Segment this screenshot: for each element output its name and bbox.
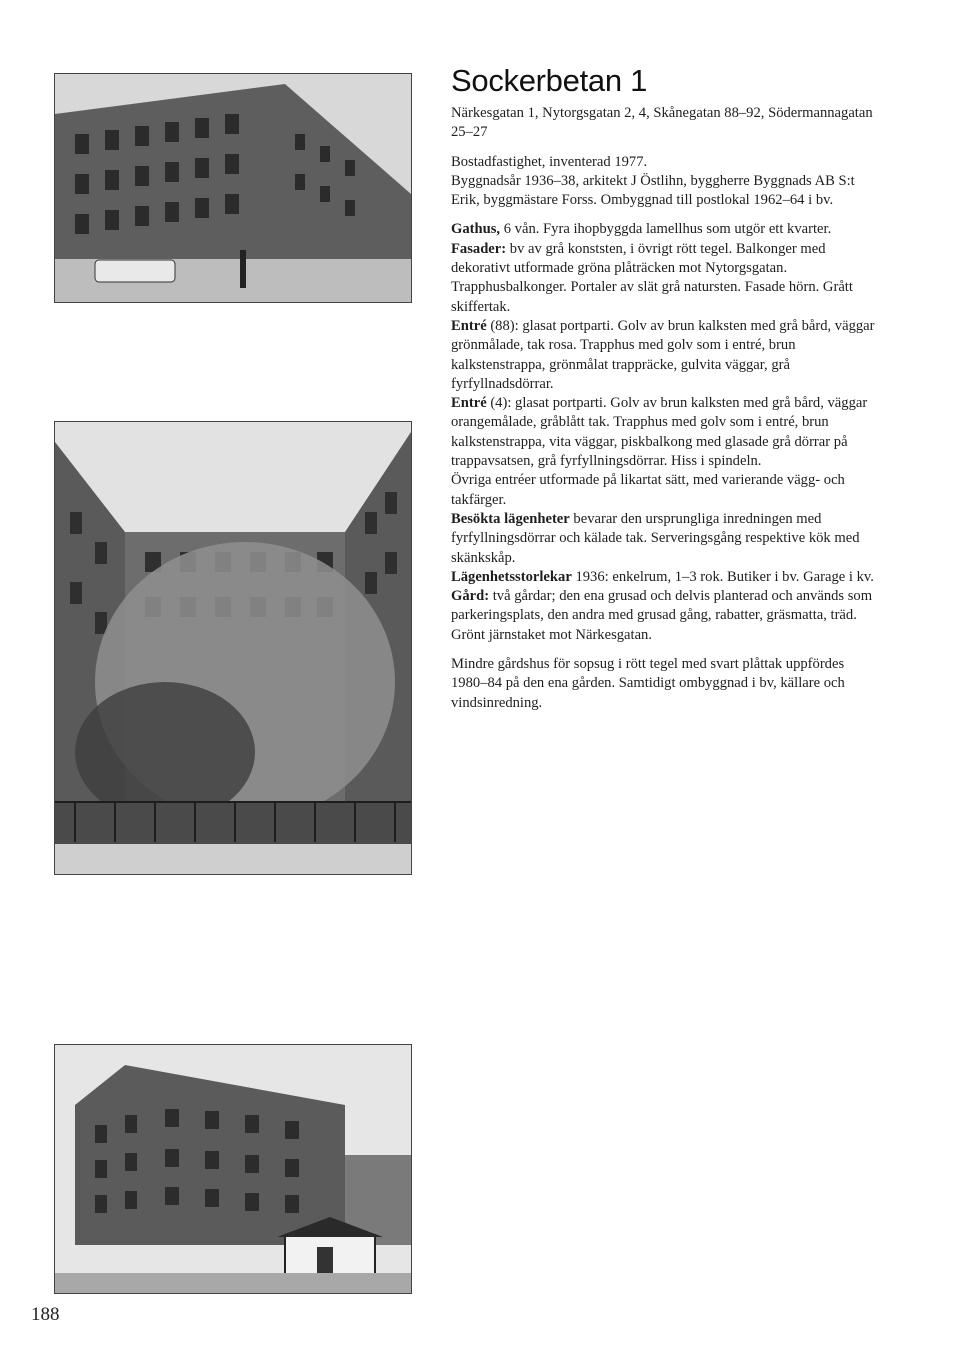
section-label: Fasader: xyxy=(451,240,507,257)
page-number: 188 xyxy=(31,1304,60,1325)
section-label: Entré xyxy=(451,317,487,334)
section-entre-4 xyxy=(451,394,884,471)
section-text: Övriga entréer utformade på likartat sätt, med varierande vägg- och takfärger. xyxy=(451,472,845,508)
build-info: Byggnadsår 1936–38, arkitekt J Östlihn, byggherre Byggnads AB S:t Erik, byggmästare Forss. Ombyggnad till postlokal 1962–64 i bv. xyxy=(451,172,855,209)
page-title: Sockerbetan 1 xyxy=(451,63,648,98)
description-column xyxy=(451,104,884,713)
section-text: bevarar den ursprungliga inredningen med fyrfyllningsdörrar och kälade tak. Serveringsgång respektive kök med skänkskåp. xyxy=(451,510,860,566)
section-besokta-lagenheter xyxy=(451,510,884,568)
address: Närkesgatan 1, Nytorgsgatan 2, 4, Skånegatan 88–92, Södermannagatan 25–27 xyxy=(451,105,873,141)
section-fasader xyxy=(451,240,884,317)
section-lagenhetsstorlekar xyxy=(451,568,884,587)
section-text: (88): glasat portparti. Golv av brun kalksten med grå bård, väggar grönmålade, tak rosa. Trapphus med golv som i entré, brun kalkstenstrappa, grönmålat trappräcke, gulvita väggar, grå fyrfyllnadsdörrar. xyxy=(451,317,875,392)
section-gathus xyxy=(451,220,884,239)
section-label: Gård: xyxy=(451,588,490,605)
section-text: två gårdar; den ena grusad och delvis planterad och används som parkeringsplats, den andra med grusad gång, rabatter, gräsmatta, träd. Grönt järnstaket mot Närkesgatan. xyxy=(451,588,873,643)
closing-paragraph: Mindre gårdshus för sopsug i rött tegel med svart plåttak uppfördes 1980–84 på den ena gården. Samtidigt ombyggnad i bv, källare och vindsinredning. xyxy=(451,656,845,711)
section-text: (4): glasat portparti. Golv av brun kalksten med grå bård, väggar orangemålade, gråblått tak. Trapphus med golv som i entré, brun kalkstenstrappa, vita väggar, piskbalkong med glasade grå dörrar på trappavsatsen, grå fyrfyllningsdörrar. Hiss i spindeln. xyxy=(451,395,868,470)
section-text: 6 vån. Fyra ihopbyggda lamellhus som utgör ett kvarter. xyxy=(500,221,832,238)
section-label: Gathus, xyxy=(451,221,501,238)
section-text: 1936: enkelrum, 1–3 rok. Butiker i bv. Garage i kv. xyxy=(571,568,874,585)
section-gard xyxy=(451,587,884,645)
photo-courtyard-building-with-shed xyxy=(54,1044,412,1294)
section-label: Entré xyxy=(451,395,487,412)
section-label: Besökta lägenheter xyxy=(451,510,570,527)
section-label: Lägenhetsstorlekar xyxy=(451,568,572,585)
section-ovriga-entreer xyxy=(451,471,884,510)
section-text: bv av grå konststen, i övrigt rött tegel. Balkonger med dekorativt utformade gröna plåträcken mot Nytorgsgatan. Trapphusbalkonger. Portaler av slät grå natursten. Fasade hörn. Grått skiffertak. xyxy=(451,240,853,315)
section-entre-88 xyxy=(451,317,884,394)
inventory-line: Bostadfastighet, inventerad 1977. xyxy=(451,153,648,170)
photo-courtyard-with-tree xyxy=(54,421,412,875)
photo-street-corner-building xyxy=(54,73,412,303)
